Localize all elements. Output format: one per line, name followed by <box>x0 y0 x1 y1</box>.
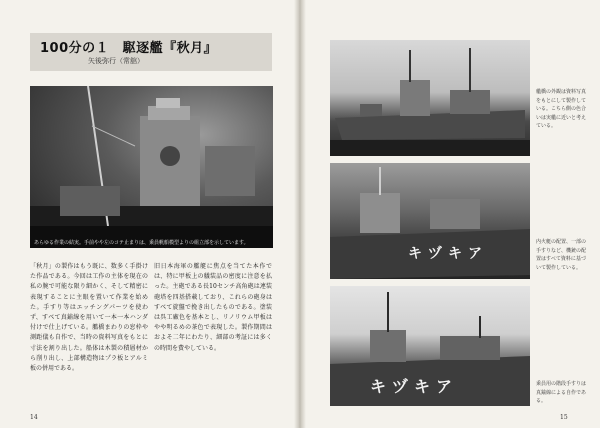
page-gutter <box>294 0 306 428</box>
photo-ship-starboard <box>330 40 530 156</box>
side-caption-1: 艦橋の外観は資料写真をもとにして製作している。こちら側の色合いは実艦に近いと考えている。 <box>536 89 586 130</box>
photo-ship-bow <box>330 163 530 279</box>
hull-name-text-r3: キヅキア <box>370 377 459 396</box>
photo-ship-side <box>330 286 530 406</box>
ship-bridge-image <box>30 86 273 248</box>
title-block <box>30 33 272 71</box>
main-photo-caption: あらゆる作業の結実。手前やや左のコテ止まりは、乗員帆船模型よりの組立部を示しています。 <box>34 240 249 246</box>
side-caption-3: 乗員用の階段手すりは真鍮線による自作である。 <box>536 381 586 405</box>
body-column-1: 「秋月」の製作はもう既に、数多く手掛けた作品である。今回は工作の主体を現在の私の腕で可能な限り細かく、そして精密に表現することに主眼を置いて作業を始めた。手すり等はエッチングパーツを使わず、すべて真鍮線を用いて一本一本ハンダ付けで仕上げている。艦橋まわりの窓枠や測距儀も自作で、当時の資料写真をもとに寸法を割り出した。船体は木製の積層材から削り出し、上部構造物はプラ板とアルミ板の併用である。 <box>30 263 148 373</box>
body-column-2: 旧日本海軍の艦艇に焦点を当てた本作では、特に甲板上の艤装品の密度に注意を払った。主砲である長10センチ高角砲は連装砲塔を四基搭載しており、これらの砲身はすべて旋盤で挽き出したものである。塗装は呉工廠色を基本とし、リノリウム甲板はやや明るめの茶色で表現した。製作期間はおよそ二年にわたり、細部の考証には多くの時間を費やしている。 <box>154 263 272 352</box>
article-title: 100分の１ 駆逐艦『秋月』 <box>40 41 218 56</box>
ship-starboard-image <box>330 40 530 156</box>
hull-name-text-r2: キヅキア <box>408 246 488 262</box>
page-number-right: 15 <box>560 414 568 421</box>
side-caption-2: 内火艇の配置、一部の手すりなど、機銃の配置はすべて資料に基づいて製作している。 <box>536 239 586 271</box>
main-photo <box>30 86 273 248</box>
article-author: 矢後弥行（常舘） <box>88 57 144 65</box>
page-number-left: 14 <box>30 414 38 421</box>
